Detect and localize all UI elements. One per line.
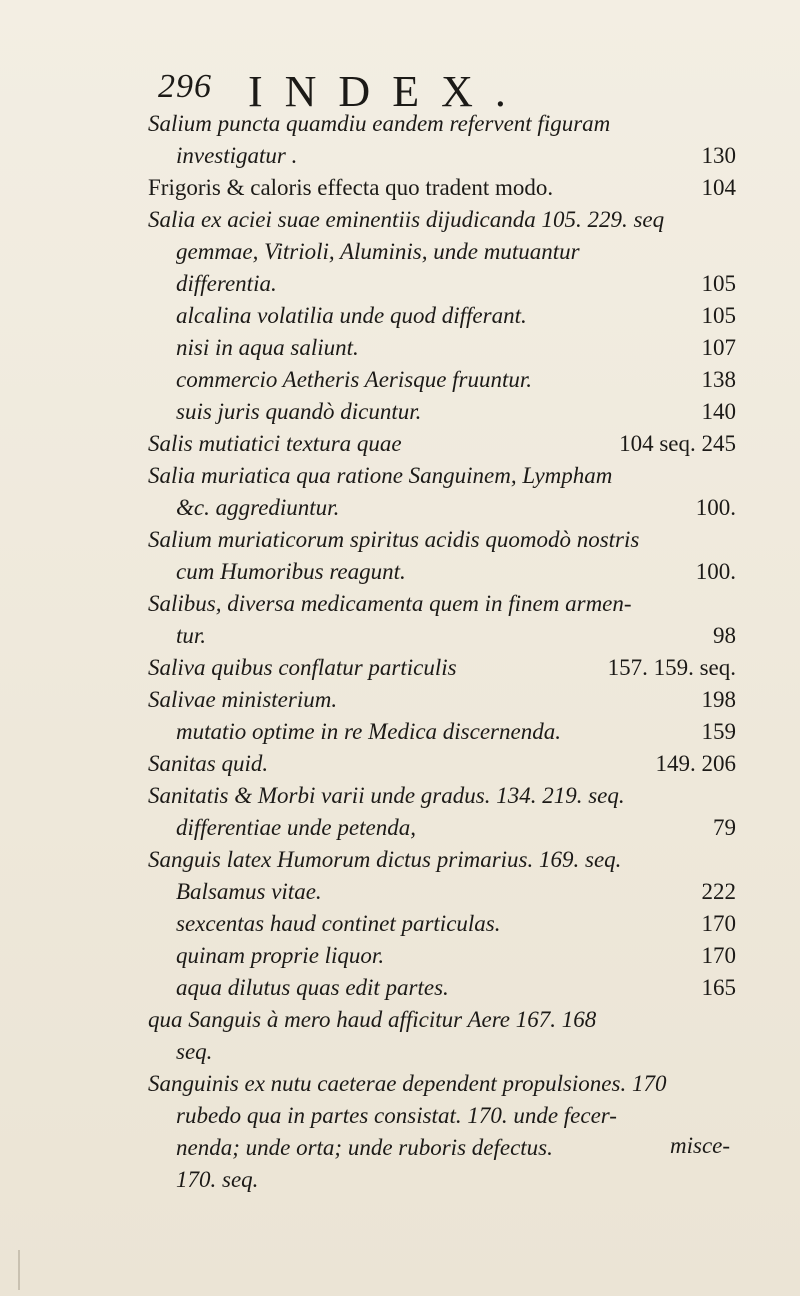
index-entry-line: Sanitatis & Morbi varii unde gradus. 134. 219. seq. xyxy=(148,783,625,808)
index-entry-line: commercio Aetheris Aerisque fruuntur. 138 xyxy=(176,367,736,392)
index-entry-line: Salia ex aciei suae eminentiis dijudicanda 105. 229. seq xyxy=(148,207,665,232)
index-entry-line: &c. aggrediuntur. 100. xyxy=(176,495,736,520)
index-entry-line: Salium puncta quamdiu eandem refervent figuram xyxy=(148,111,611,136)
index-entry-line: Salium muriaticorum spiritus acidis quomodò nostris xyxy=(148,527,640,552)
index-entry-line: Sanguinis ex nutu caeterae dependent propulsiones. 170 xyxy=(148,1071,667,1096)
index-entry-line: suis juris quandò dicuntur. 140 xyxy=(176,399,736,424)
index-entry-line: Salia muriatica qua ratione Sanguinem, Lympham xyxy=(148,463,613,488)
index-entry-line: seq. xyxy=(176,1039,213,1064)
index-entry-line: alcalina volatilia unde quod differant. 105 xyxy=(176,303,736,328)
index-entry-line: Sanguis latex Humorum dictus primarius. 169. seq. xyxy=(148,847,622,872)
index-entry-line: mutatio optime in re Medica discernenda. 159 xyxy=(176,719,736,744)
index-entry-line: rubedo qua in partes consistat. 170. unde fecer- xyxy=(176,1103,617,1128)
index-entry-line: aqua dilutus quas edit partes. 165 xyxy=(176,975,736,1000)
index-entry-line: differentia. 105 xyxy=(176,271,736,296)
index-entry-line: quinam proprie liquor. 170 xyxy=(176,943,736,968)
index-entry-line: Saliva quibus conflatur particulis 157. 159. seq. xyxy=(148,655,736,680)
index-entry-line: Frigoris & caloris effecta quo tradent modo. 104 xyxy=(148,175,736,200)
index-entry-line: tur. 98 xyxy=(176,623,736,648)
page-header xyxy=(0,66,800,116)
index-entry-line: gemmae, Vitrioli, Aluminis, unde mutuantur xyxy=(176,239,580,264)
index-entry-line: qua Sanguis à mero haud afficitur Aere 167. 168 xyxy=(148,1007,597,1032)
running-title: INDEX. xyxy=(248,67,528,116)
index-entry-line: Salis mutiatici textura quae 104 seq. 245 xyxy=(148,431,736,456)
index-entry-line: investigatur . 130 xyxy=(176,143,736,168)
index-entry-line: Balsamus vitae. 222 xyxy=(176,879,736,904)
page-number: 296 xyxy=(158,68,212,105)
index-entry-line: sexcentas haud continet particulas. 170 xyxy=(176,911,736,936)
index-entry-line: cum Humoribus reagunt. 100. xyxy=(176,559,736,584)
index-entry-line: Salivae ministerium. 198 xyxy=(148,687,736,712)
index-entry-line: Sanitas quid. 149. 206 xyxy=(148,751,736,776)
index-entry-line: Salibus, diversa medicamenta quem in finem armen- xyxy=(148,591,632,616)
page-edge-mark xyxy=(18,1250,20,1290)
index-entry-line: nenda; unde orta; unde ruboris defectus. xyxy=(176,1135,553,1160)
catchword: misce- xyxy=(670,1133,731,1158)
index-entry-line: differentiae unde petenda, 79 xyxy=(176,815,736,840)
index-entry-line: 170. seq. xyxy=(176,1167,259,1192)
index-entry-line: nisi in aqua saliunt. 107 xyxy=(176,335,736,360)
